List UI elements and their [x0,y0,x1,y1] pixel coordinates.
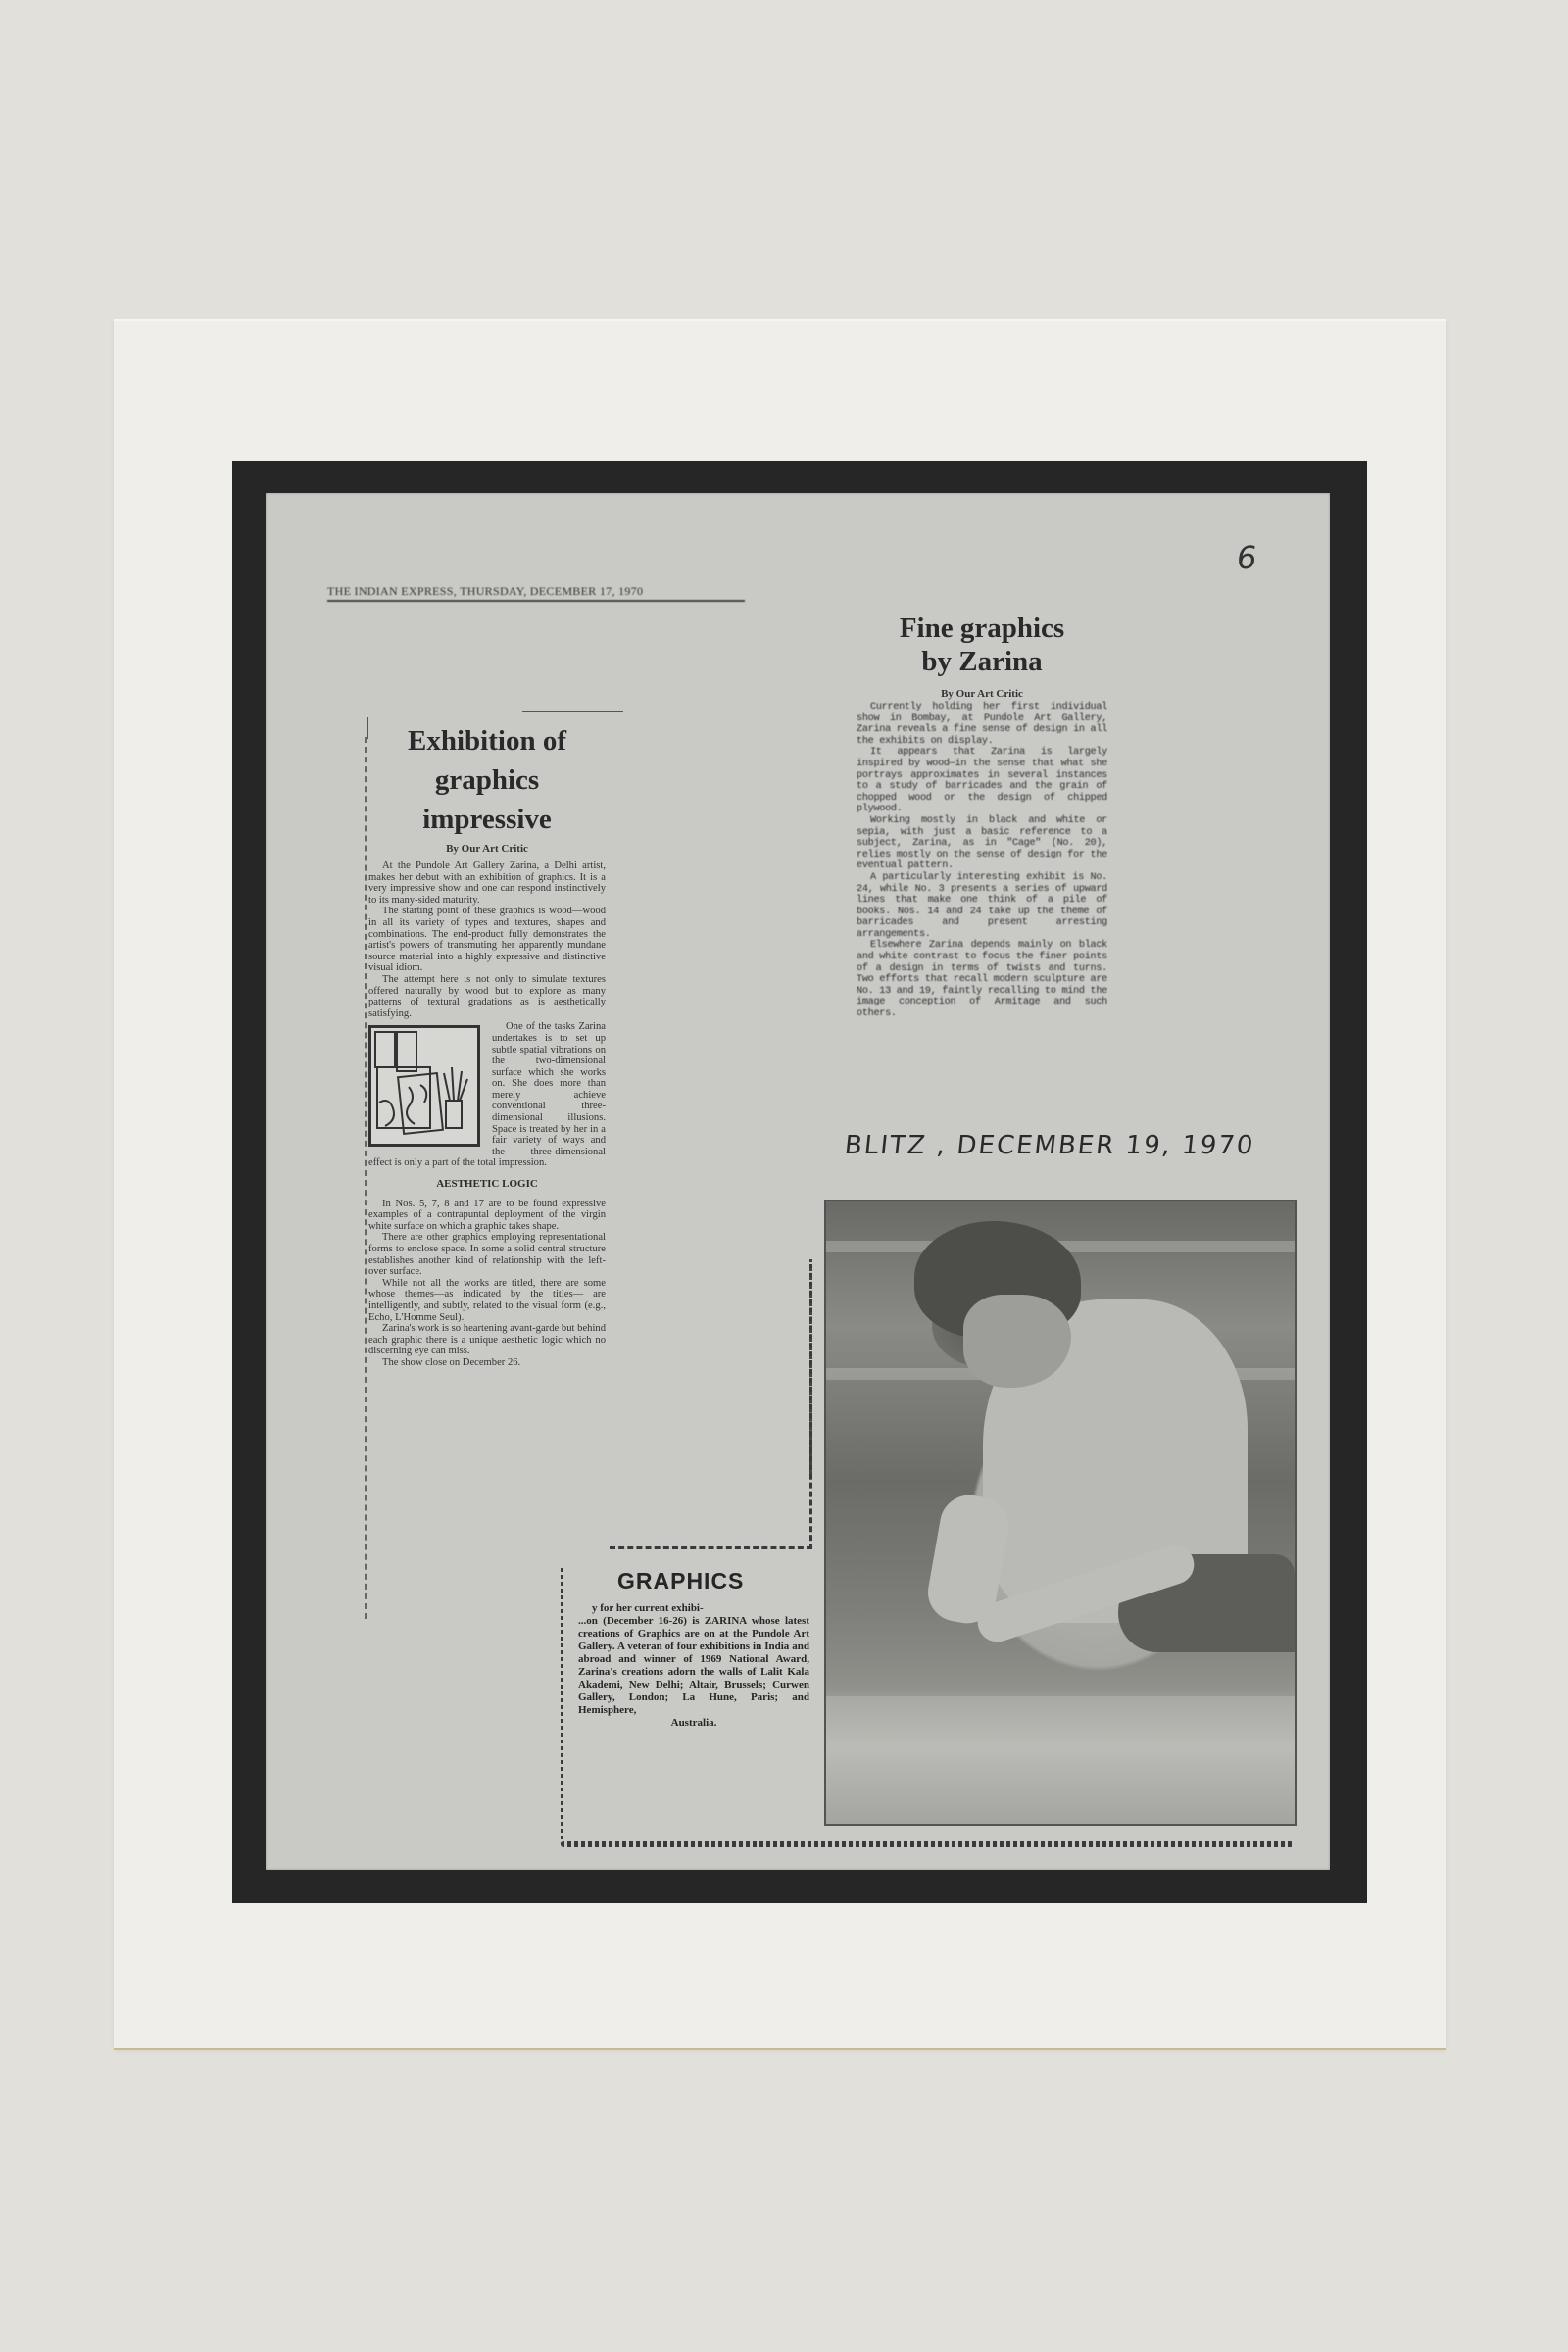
paragraph: A particularly interesting exhibit is No. 24, while No. 3 presents a series of upward lines that make one think of a pile of books. Nos. 14 and 24 take up the theme of barricades and present arresting arrangements. [857,871,1107,940]
byline: By Our Art Critic [941,688,1023,700]
headline-line: Fine graphics [899,612,1065,644]
photo-of-artist-working [824,1200,1297,1826]
blitz-graphics-blurb [564,1568,809,1730]
headline-line: by Zarina [921,646,1043,677]
blurb-title: GRAPHICS [617,1568,745,1593]
article-headline [857,612,1107,678]
article-body [857,702,1107,1020]
paragraph: The show close on December 26. [382,1356,521,1368]
paragraph: At the Pundole Art Gallery Zarina, a Delhi artist, makes her debut with an exhibition of graphics. It is a very impressive show and one can respond instinctively to its many-sided maturity. [368,860,606,906]
sketch-icon [371,1028,477,1144]
handwritten-source-note: BLITZ , DECEMBER 19, 1970 [843,1131,1256,1160]
handwritten-page-number: 6 [1234,539,1260,576]
clipping-cut-line [561,1568,564,1844]
headline-line: graphics [434,764,540,796]
divider [522,710,623,712]
clipping-cut-line-wavy [561,1841,1294,1847]
paragraph: There are other graphics employing representational forms to enclose space. In some a solid central structure establishes another kind of relationship with the left-over surface. [368,1232,606,1278]
paragraph: It appears that Zarina is largely inspired by wood—in the sense that what she portrays approximates in several instances to a study of barricades and the grain of chopped wood or the design of chipped plywood. [857,747,1107,815]
paragraph: y for her current exhibi- [592,1602,704,1614]
paragraph: ...on (December 16-26) is ZARINA whose latest creations of Graphics are on at the Pundole Art Gallery. A veteran of four exhibitions in India and abroad and winner of 1969 National Award, Zarina's creations adorn the walls of Lalit Kala Akademi, New Delhi; Altair, Brussels; Curwen Gallery, London; La Hune, Paris; and Hemisphere, [578,1615,809,1716]
subheading: AESTHETIC LOGIC [436,1178,538,1191]
article-headline [368,721,606,839]
paragraph: Zarina's work is so heartening avant-garde but behind each graphic there is a unique aesthetic logic which no discerning eye can miss. [368,1323,606,1357]
work-table [826,1696,1295,1824]
clipping-cut-line-box [610,1264,812,1549]
headline-line: impressive [422,804,552,835]
clipping-cut-line [809,1259,812,1475]
article-body [368,860,606,1369]
article-fine-graphics-by-zarina [857,612,1107,1020]
byline: By Our Art Critic [446,843,528,855]
paragraph: In Nos. 5, 7, 8 and 17 are to be found expressive examples of a contrapuntal deployment of the virgin white surface on which a graphic takes shape. [368,1198,606,1232]
headline-line: Exhibition of [408,725,566,757]
paragraph: The attempt here is not only to simulate textures offered naturally by wood but to explore as many patterns of textural gradations as is aesthetically satisfying. [368,973,606,1019]
paragraph: Working mostly in black and white or sepia, with just a basic reference to a subject, Zarina, as in "Cage" (No. 20), relies mostly on the sense of design for the eventual pattern. [857,814,1107,872]
paragraph: One of the tasks Zarina undertakes is to set up subtle spatial vibrations on the two-dimensional surface which she works on. She does more than merely achieve conventional three-dimensional illusions. Space is treated by her in a fair variety of ways and the three-dimensional effect is only a part of the total impression. [368,1021,606,1169]
sketch-illustration [368,1025,486,1152]
clipping-cut-line [365,737,367,1619]
paragraph: The starting point of these graphics is wood—wood in all its variety of types and textures, shapes and combinations. The end-product fully demonstrates the artist's powers of transmuting her apparently mundane source material into a highly expressive and distinctive visual idiom. [368,906,606,974]
blurb-body [564,1602,809,1730]
paragraph: Elsewhere Zarina depends mainly on black and white contrast to focus the finer points of a design in terms of twists and turns. Two efforts that recall modern sculpture are No. 13 and 19, faintly recalling to mind the image conception of Armitage and such others. [857,940,1107,1020]
paragraph: While not all the works are titled, there are some whose themes—as indicated by the titles— are intelligently, and subtly, related to the visual form (e.g., Echo, L'Homme Seul). [368,1277,606,1323]
paragraph: Australia. [670,1717,717,1729]
article-exhibition-of-graphics [368,708,606,1369]
paragraph: Currently holding her first individual show in Bombay, at Pundole Art Gallery, Zarina reveals a fine sense of design in all the exhibits on display. [857,702,1107,747]
newspaper-masthead: THE INDIAN EXPRESS, THURSDAY, DECEMBER 17, 1970 [327,584,745,602]
